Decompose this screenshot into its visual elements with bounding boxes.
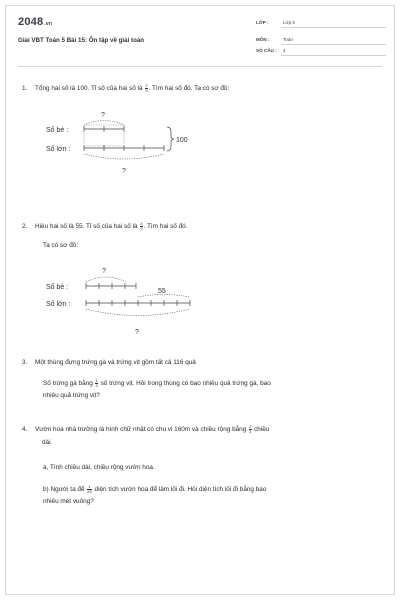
brace-bottom [84,154,164,159]
fraction-denominator: 3 [249,428,252,434]
question-1-number: 1. [22,85,28,92]
question-4-part-b [43,484,266,495]
logo-text: 2048 [18,16,44,28]
question-4-part-b-b: diện tích vườn hoa để làm lối đi. Hỏi diện tích lối đi bằng bao [94,486,267,493]
worksheet-page [5,5,395,595]
label-small-number: Số bé : [46,284,69,291]
question-3-line-2-a: Số trứng gà bằng [43,380,93,387]
meta-subject-value: Toán [283,37,293,42]
question-1-text-a: Tổng hai số là 100. Tỉ số của hai số là [35,85,143,92]
diagram-total: 100 [176,137,188,144]
diagram-unknown-bottom: ? [135,329,139,336]
question-2-intro: Ta có sơ đồ: [43,242,79,249]
fraction [95,379,98,388]
question-2-text-b: . Tìm hai số đó. [143,223,188,230]
meta-subject-key: MÔN : [256,37,270,42]
meta-count-value: 4 [283,48,286,53]
diagram-difference: 55 [158,288,166,295]
brace-top [84,121,124,126]
question-4-number: 4. [22,426,28,433]
diagram-sum-ratio [42,102,222,187]
question-4-part-a: a, Tính chiều dài, chiều rộng vườn hoa. [43,464,155,471]
diagram-unknown-top: ? [102,268,106,275]
question-3-line-2-b: số trứng vịt. Hỏi trong thùng có bao nhiêu quả trứng gà, bao [100,380,271,387]
question-1-text-b: . Tìm hai số đó. Ta có sơ đồ: [148,85,230,92]
fraction [145,84,148,93]
brace-total [167,127,174,151]
fraction-denominator: 24 [87,488,92,494]
question-1-text [35,83,229,94]
fraction-denominator: 9 [140,225,143,231]
page-title: Giải VBT Toán 5 Bài 15: Ôn tập về giải toán [18,37,145,44]
question-3-text: Một thùng đựng trứng gà và trứng vịt gồm tất cả 116 quả [35,359,196,366]
meta-divider [281,44,386,45]
question-2-text-a: Hiệu hai số là 55. Tỉ số của hai số là [35,223,138,230]
question-2-number: 2. [22,223,28,230]
question-3-line-3: nhiêu quả trứng vịt? [43,392,100,399]
brace-bottom [86,309,190,316]
question-4-text-c: dài. [42,439,53,446]
fraction-numerator: 1 [88,483,91,489]
logo-suffix: .vn [44,21,53,27]
fraction-numerator: 4 [140,220,143,226]
fraction-numerator: 2 [249,423,252,429]
question-3-line-2 [43,378,271,389]
fraction [249,425,252,434]
question-4-text [35,424,269,435]
meta-divider [281,27,386,28]
label-small-number: Số bé : [46,127,69,134]
header-divider [18,66,382,67]
fraction [140,222,143,231]
diagram-unknown-bottom: ? [122,168,126,175]
fraction-denominator: 3 [145,87,148,93]
question-3-number: 3. [22,359,28,366]
site-logo[interactable] [18,16,52,28]
question-4-part-b-c: nhiêu mét vuông? [43,498,94,505]
question-4-text-b: chiều [254,426,270,433]
meta-divider [281,55,386,56]
fraction [87,485,92,494]
meta-class-value: Lớp 5 [283,20,295,25]
question-4-part-b-a: b) Người ta để [43,486,85,493]
meta-count-key: SỐ CÂU : [256,48,277,53]
meta-class-key: LỚP : [256,20,269,25]
fraction-denominator: 3 [95,382,98,388]
diagram-difference-ratio [42,262,222,347]
question-2-text [35,221,188,232]
brace-top [86,277,126,282]
fraction-numerator: 1 [95,377,98,383]
label-large-number: Số lớn : [46,301,71,308]
fraction-numerator: 2 [145,82,148,88]
diagram-unknown-top: ? [101,112,105,119]
label-large-number: Số lớn : [46,146,71,153]
question-4-text-a: Vườn hoa nhà trường là hình chữ nhật có chu vi 160m và chiều rộng bằng [35,426,247,433]
